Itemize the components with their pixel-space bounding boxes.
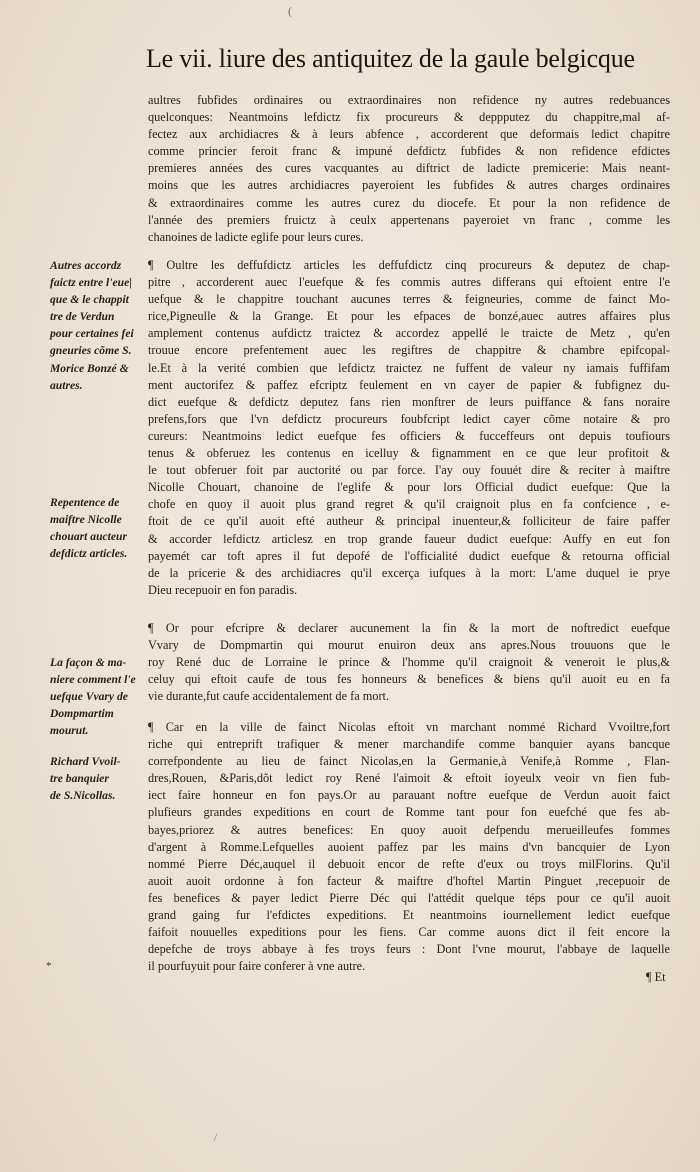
margin-note-line: niere comment l'e xyxy=(50,673,136,687)
foot-mark: / xyxy=(214,1132,218,1144)
margin-note-line: Autres accordz xyxy=(50,259,122,272)
text-line: pitre , accorderent auec l'euefque & fes commis autres differans qui eftoient entre l'e xyxy=(148,275,670,290)
margin-note-line: faictz entre l'eue| xyxy=(50,276,132,290)
text-line: payemét car toft apres il fut depofé de l'officialité dudict euefque & retourna official xyxy=(148,548,670,563)
margin-note-line: de S.Nicollas. xyxy=(50,789,116,803)
text-line: le tout obferuer foit par auctorité ou par force. I'ay ouy fouuét dire & reciter à maiftre xyxy=(148,463,670,478)
text-line: fectez aux archidiacres & à leurs abfence , accorderent que deformais ledict chapitre xyxy=(148,127,670,142)
text-line: dres,Rouen, &Paris,dõt ledict roy René l'aimoit & eftoit ioyeulx veoir vn fien fub- xyxy=(148,771,670,786)
text-line: Dieu recepuoir en fon paradis. xyxy=(148,582,298,597)
text-line: fes benefices & payer ledict Pierre Déc qui l'attédit quelque téps pour ce qu'il auoit xyxy=(148,890,670,905)
margin-note-line: que & le chappit xyxy=(50,293,129,307)
text-line: aultres fubfides ordinaires ou extraordinaires non refidence ny autres redebuances xyxy=(148,93,670,107)
text-line: ¶ Or pour efcripre & declarer aucunement la fin & la mort de noftredict euefque xyxy=(148,621,670,635)
text-line: uefque & le chappitre touchant aucunes terres & feigneuries, comme de fainct Mo- xyxy=(148,292,670,307)
margin-note xyxy=(50,257,146,394)
text-line: & accorder lefdictz articlesz en trop grande faueur dudict euefque: Auffy en eut fon xyxy=(148,531,670,546)
text-line: ment auctorifez & paffez efcriptz feulement en vn cayer de papier & fubfignez du- xyxy=(148,377,670,392)
text-line: celuy qui eftoit caufe de tous fes honneurs & benefices & biens qu'il auoit eu en fa xyxy=(148,672,670,687)
margin-note-line: La façon & ma- xyxy=(50,656,127,669)
text-line: Nicolle Chouart, chanoine de l'eglife & pour lors Official dudict euefque: Que la xyxy=(148,480,670,495)
text-line: chofe en quoy il auoit plus grand regret & qu'il craignoit plus en fa confcience , e- xyxy=(148,497,670,512)
text-line: ftoit de ce qu'il auoit efté autheur & principal inuenteur,& folliciteur de faire paffer xyxy=(148,514,670,529)
margin-note-line: gneuries cõme S. xyxy=(50,344,132,358)
margin-star-mark: * xyxy=(46,960,52,972)
paragraph xyxy=(148,257,670,599)
text-line: il pourfuyuit pour faire conferer à vne autre. xyxy=(148,959,366,974)
text-line: correfpondente au lieu de fainct Nicolas,en la Germanie,à Venife,à Romme , Flan- xyxy=(148,754,670,769)
text-line: auoit auoit ordonne à fon facteur & maiftre d'hoftel Martin Pinguet ,recepuoir de xyxy=(148,873,670,888)
margin-note-line: Morice Bonzé & xyxy=(50,361,129,375)
margin-note-line: chouart aucteur xyxy=(50,530,127,544)
text-line: l'année des premiers fruictz à ceulx appertenans payeroiet vn franc , comme les xyxy=(148,212,670,227)
margin-note-line: Richard Vvoil- xyxy=(50,755,121,768)
text-line: comme princier feroit franc & impuné defdictz fubfides & non refidence efdictes xyxy=(148,144,670,159)
text-line: iect faire honneur en fon pays.Or au parauant noftre euefque de Verdun auoit faict xyxy=(148,788,670,803)
margin-note-line: pour certaines fei xyxy=(50,327,134,341)
margin-note-line: Dompmartim xyxy=(50,707,114,721)
text-line: quelconques: Neantmoins lefdictz fix procureurs & deppputez du chappitre,mal af- xyxy=(148,110,670,125)
text-line: trouue encore prefentement auec les regiftres de chappitre & chambre epifcopal- xyxy=(148,343,670,358)
text-line: cureurs: Neantmoins ledict euefque fes officiers & fucceffeurs ont depuis toufiours xyxy=(148,428,670,443)
text-line: grand gaing fur l'efdictes expeditions. Et neantmoins iournellement ledict euefque xyxy=(148,908,670,923)
margin-note xyxy=(50,753,146,804)
margin-note-line: tre banquier xyxy=(50,772,109,786)
text-line: ¶ Car en la ville de fainct Nicolas eftoit vn marchant nommé Richard Vvoiltre,fort xyxy=(148,720,670,734)
paragraph xyxy=(148,719,670,975)
text-line: faifoit nouuelles expeditions pour les fiens. Car comme auons dict il feit encore la xyxy=(148,925,670,940)
text-line: moins que les autres archidiacres payeroient les fubfides & autres charges ordinaires xyxy=(148,178,670,193)
text-line: amplement contenus aufdictz traictez & accordez appellé le traicte de Metz , qu'en xyxy=(148,326,670,341)
text-line: prefens,fors que l'vn defdictz procureurs foubfcript ledict cayer cõme notaire & pro xyxy=(148,411,670,426)
margin-note-line: uefque Vvary de xyxy=(50,690,128,704)
text-line: premieres années des cures vacquantes au diftrict de ladicte premicerie: Mais neant- xyxy=(148,161,670,176)
text-line: Vvary de Dompmartin qui mourut enuiron deux ans apres.Nous trouuons que le xyxy=(148,638,670,653)
text-line: chanoines de ladicte eglife pour leurs cures. xyxy=(148,229,364,244)
margin-note xyxy=(50,654,146,739)
catchword: ¶ Et xyxy=(646,970,666,984)
text-line: roy René duc de Lorraine le prince & l'homme qu'il craignoit & veneroit le plus,& xyxy=(148,655,670,670)
text-line: de la pricerie & des archidiacres qu'il excerça iufques à la mort: L'ame duquel ie prye xyxy=(148,565,670,580)
running-head: Le vii. liure des antiquitez de la gaule belgicque xyxy=(146,44,635,73)
text-line: depefche de troys abbaye à fes troys feurs : Dont l'vne mourut, l'abbaye de laquelle xyxy=(148,942,670,957)
paragraph xyxy=(148,92,670,246)
text-line: vie durante,fut caufe accidentalement de fa mort. xyxy=(148,689,390,704)
margin-note-line: maiftre Nicolle xyxy=(50,513,122,527)
margin-note-line: defdictz articles. xyxy=(50,547,128,561)
text-line: plufieurs grandes expeditions en court de Romme tant pour fon euefché que fes ab- xyxy=(148,805,670,820)
text-line: dict euefque & defdictz deputez fans rien monftrer de leurs puiffance & fans noraire xyxy=(148,394,670,409)
text-line: nommé Pierre Déc,auquel il debuoit encor de refte d'eux ou troys milFlorins. Qu'il xyxy=(148,856,670,871)
text-line: ¶ Oultre les deffufdictz articles les deffufdictz cinq procureurs & deputez de chap- xyxy=(148,258,670,272)
text-line: bayes,priorez & autres benefices: En quoy auoit defpendu merueilleufes fommes xyxy=(148,822,670,837)
margin-note-line: Repentence de xyxy=(50,496,120,509)
text-line: le.Et à la verité combien que lefdictz traictez ne fuffent de valeur ny iamais fuffifam xyxy=(148,360,670,375)
margin-note-line: mourut. xyxy=(50,724,89,738)
margin-note-line: autres. xyxy=(50,378,83,392)
top-mark: ( xyxy=(288,4,292,18)
text-line: tenus & obferuez les contenus en icelluy & fignamment en ce que leur profitoit & xyxy=(148,446,670,461)
margin-note-line: tre de Verdun xyxy=(50,310,115,324)
text-line: & extraordinaires comme les autres curez du diocefe. Et pour la non refidence de xyxy=(148,195,670,210)
margin-note xyxy=(50,494,146,562)
text-line: d'argent à Romme.Lefquelles auoient paffez par les mains d'vn bancquier de Lyon xyxy=(148,839,670,854)
text-line: rice,Pigneulle & la Grange. Et pour les efpaces de bonzé,auec autres affaires plus xyxy=(148,309,670,324)
text-line: riche qui entreprift trafiquer & mener marchandife comme banquier ayans bancque xyxy=(148,737,670,752)
paragraph xyxy=(148,620,670,705)
